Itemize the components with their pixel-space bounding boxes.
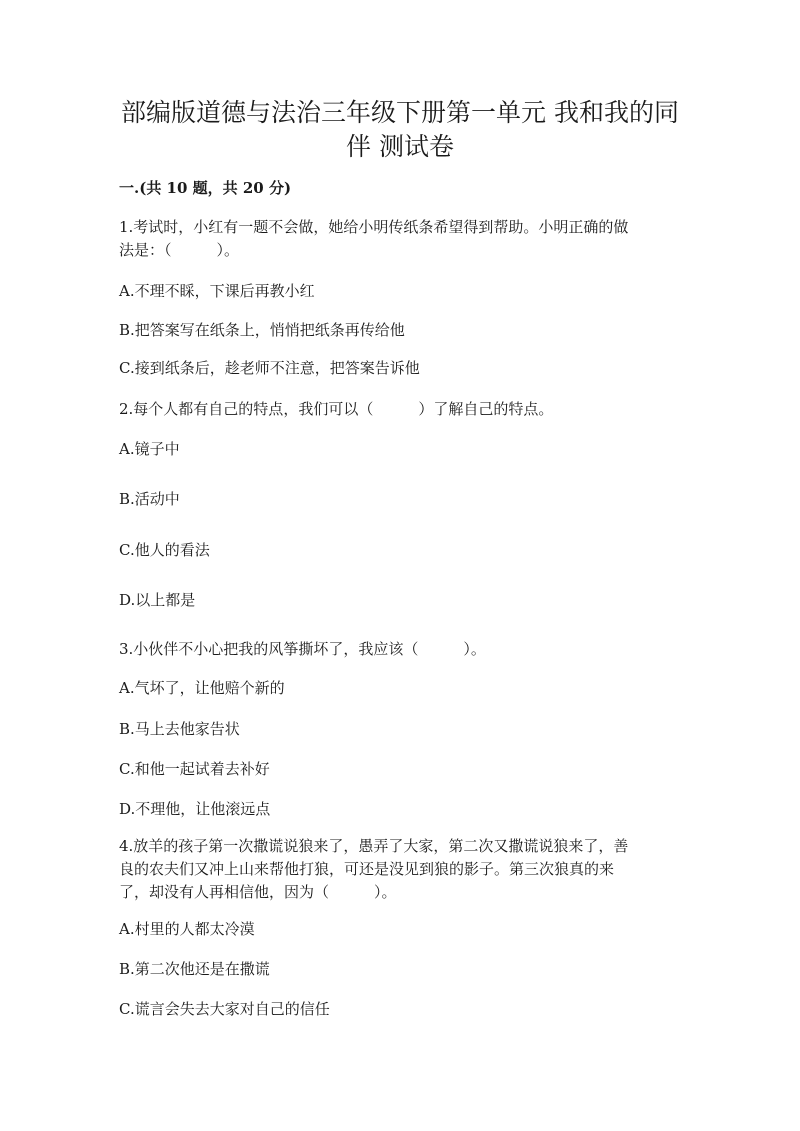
question-4-stem-line-1: 4.放羊的孩子第一次撒谎说狼来了，愚弄了大家，第二次又撒谎说狼来了，善 bbox=[119, 837, 629, 855]
question-3-option-b: B.马上去他家告状 bbox=[119, 720, 240, 738]
question-4-stem bbox=[119, 835, 679, 904]
question-3-option-d: D.不理他，让他滚远点 bbox=[119, 800, 271, 818]
question-3-stem: 3.小伙伴不小心把我的风筝撕坏了，我应该（ ）。 bbox=[119, 640, 486, 658]
question-2-option-a: A.镜子中 bbox=[119, 440, 180, 458]
question-4-stem-line-2: 良的农夫们又冲上山来帮他打狼，可还是没见到狼的影子。第三次狼真的来 bbox=[119, 860, 615, 878]
question-1-stem-line-1: 1.考试时，小红有一题不会做，她给小明传纸条希望得到帮助。小明正确的做 bbox=[119, 218, 629, 236]
question-4-stem-line-3: 了，却没有人再相信他，因为（ ）。 bbox=[119, 883, 397, 901]
page-title: 部编版道德与法治三年级下册第一单元 我和我的同伴 测试卷 bbox=[121, 98, 679, 161]
section-header: 一.(共 10 题，共 20 分) bbox=[119, 179, 292, 197]
question-4-option-a: A.村里的人都太冷漠 bbox=[119, 920, 255, 938]
question-2-option-c: C.他人的看法 bbox=[119, 541, 210, 559]
question-1-option-c: C.接到纸条后，趁老师不注意，把答案告诉他 bbox=[119, 359, 420, 377]
question-3-option-a: A.气坏了，让他赔个新的 bbox=[119, 679, 285, 697]
question-1-option-b: B.把答案写在纸条上，悄悄把纸条再传给他 bbox=[119, 321, 405, 339]
question-3-option-c: C.和他一起试着去补好 bbox=[119, 760, 270, 778]
question-4-option-c: C.谎言会失去大家对自己的信任 bbox=[119, 1000, 330, 1018]
question-1-stem bbox=[119, 216, 679, 262]
question-2-stem: 2.每个人都有自己的特点，我们可以（ ）了解自己的特点。 bbox=[119, 400, 554, 418]
question-2-option-b: B.活动中 bbox=[119, 490, 180, 508]
question-1-stem-line-2: 法是：（ ）。 bbox=[119, 241, 240, 259]
question-1-option-a: A.不理不睬，下课后再教小红 bbox=[119, 282, 315, 300]
question-2-option-d: D.以上都是 bbox=[119, 591, 196, 609]
question-4-option-b: B.第二次他还是在撒谎 bbox=[119, 960, 270, 978]
